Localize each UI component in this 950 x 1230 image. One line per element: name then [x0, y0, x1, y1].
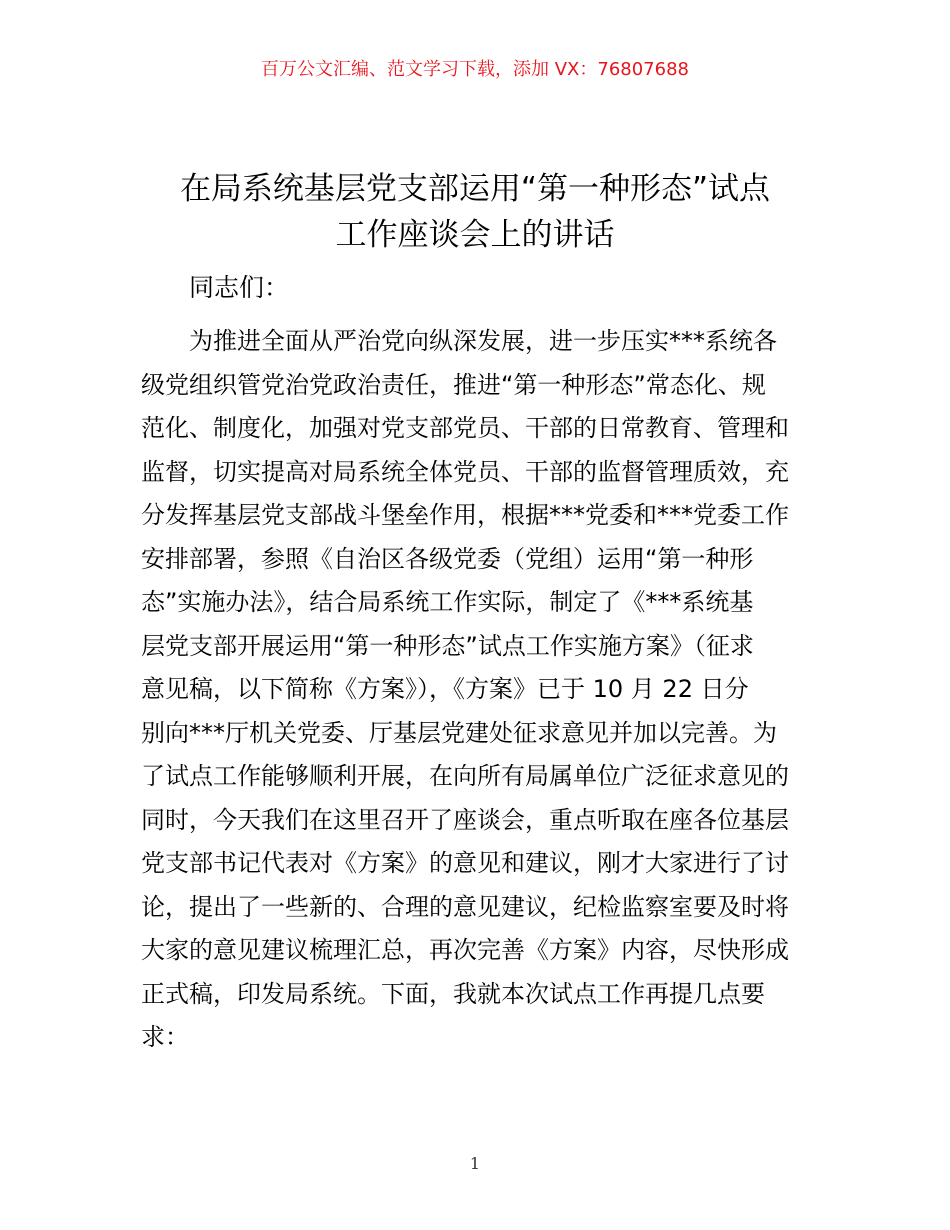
paragraph-line: 了试点工作能够顺利开展，在向所有局属单位广泛征求意见的 [141, 762, 789, 790]
paragraph-line: 求： [141, 1023, 189, 1051]
document-title [120, 166, 830, 258]
paragraph-line: 意见稿，以下简称《方案》），《方案》已于 10 月 22 日分 [141, 675, 749, 703]
paragraph-line: 分发挥基层党支部战斗堡垒作用，根据***党委和***党委工作 [141, 501, 789, 529]
paragraph-line: 级党组织管党治党政治责任，推进“第一种形态”常态化、规 [141, 370, 766, 399]
title-line: 工作座谈会上的讲话 [335, 217, 615, 253]
header-banner: 百万公文汇编、范文学习下载，添加 VX：76807688 [261, 59, 689, 80]
paragraph-line: 正式稿，印发局系统。下面，我就本次试点工作再提几点要 [141, 979, 765, 1008]
paragraph-line: 同时，今天我们在这里召开了座谈会，重点听取在座各位基层 [141, 805, 789, 834]
paragraph-line: 态”实施办法》，结合局系统工作实际，制定了《***系统基 [141, 588, 754, 616]
paragraph-line: 层党支部开展运用“第一种形态”试点工作实施方案》（征求 [141, 631, 754, 660]
body-paragraph [141, 320, 821, 1060]
title-line: 在局系统基层党支部运用“第一种形态”试点 [179, 171, 771, 207]
paragraph-line: 范化、制度化，加强对党支部党员、干部的日常教育、管理和 [141, 414, 789, 442]
paragraph-line: 别向***厅机关党委、厅基层党建处征求意见并加以完善。为 [141, 718, 777, 747]
paragraph-line: 监督，切实提高对局系统全体党员、干部的监督管理质效，充 [141, 457, 789, 486]
paragraph-line: 党支部书记代表对《方案》的意见和建议，刚才大家进行了讨 [141, 849, 789, 877]
salutation: 同志们： [189, 273, 290, 302]
paragraph-line: 安排部署，参照《自治区各级党委（党组）运用“第一种形 [141, 544, 754, 573]
paragraph-line: 论，提出了一些新的、合理的意见建议，纪检监察室要及时将 [141, 892, 789, 921]
page-number: 1 [469, 1154, 481, 1173]
paragraph-line: 为推进全面从严治党向纵深发展，进一步压实***系统各 [189, 327, 777, 355]
paragraph-line: 大家的意见建议梳理汇总，再次完善《方案》内容，尽快形成 [141, 936, 789, 964]
